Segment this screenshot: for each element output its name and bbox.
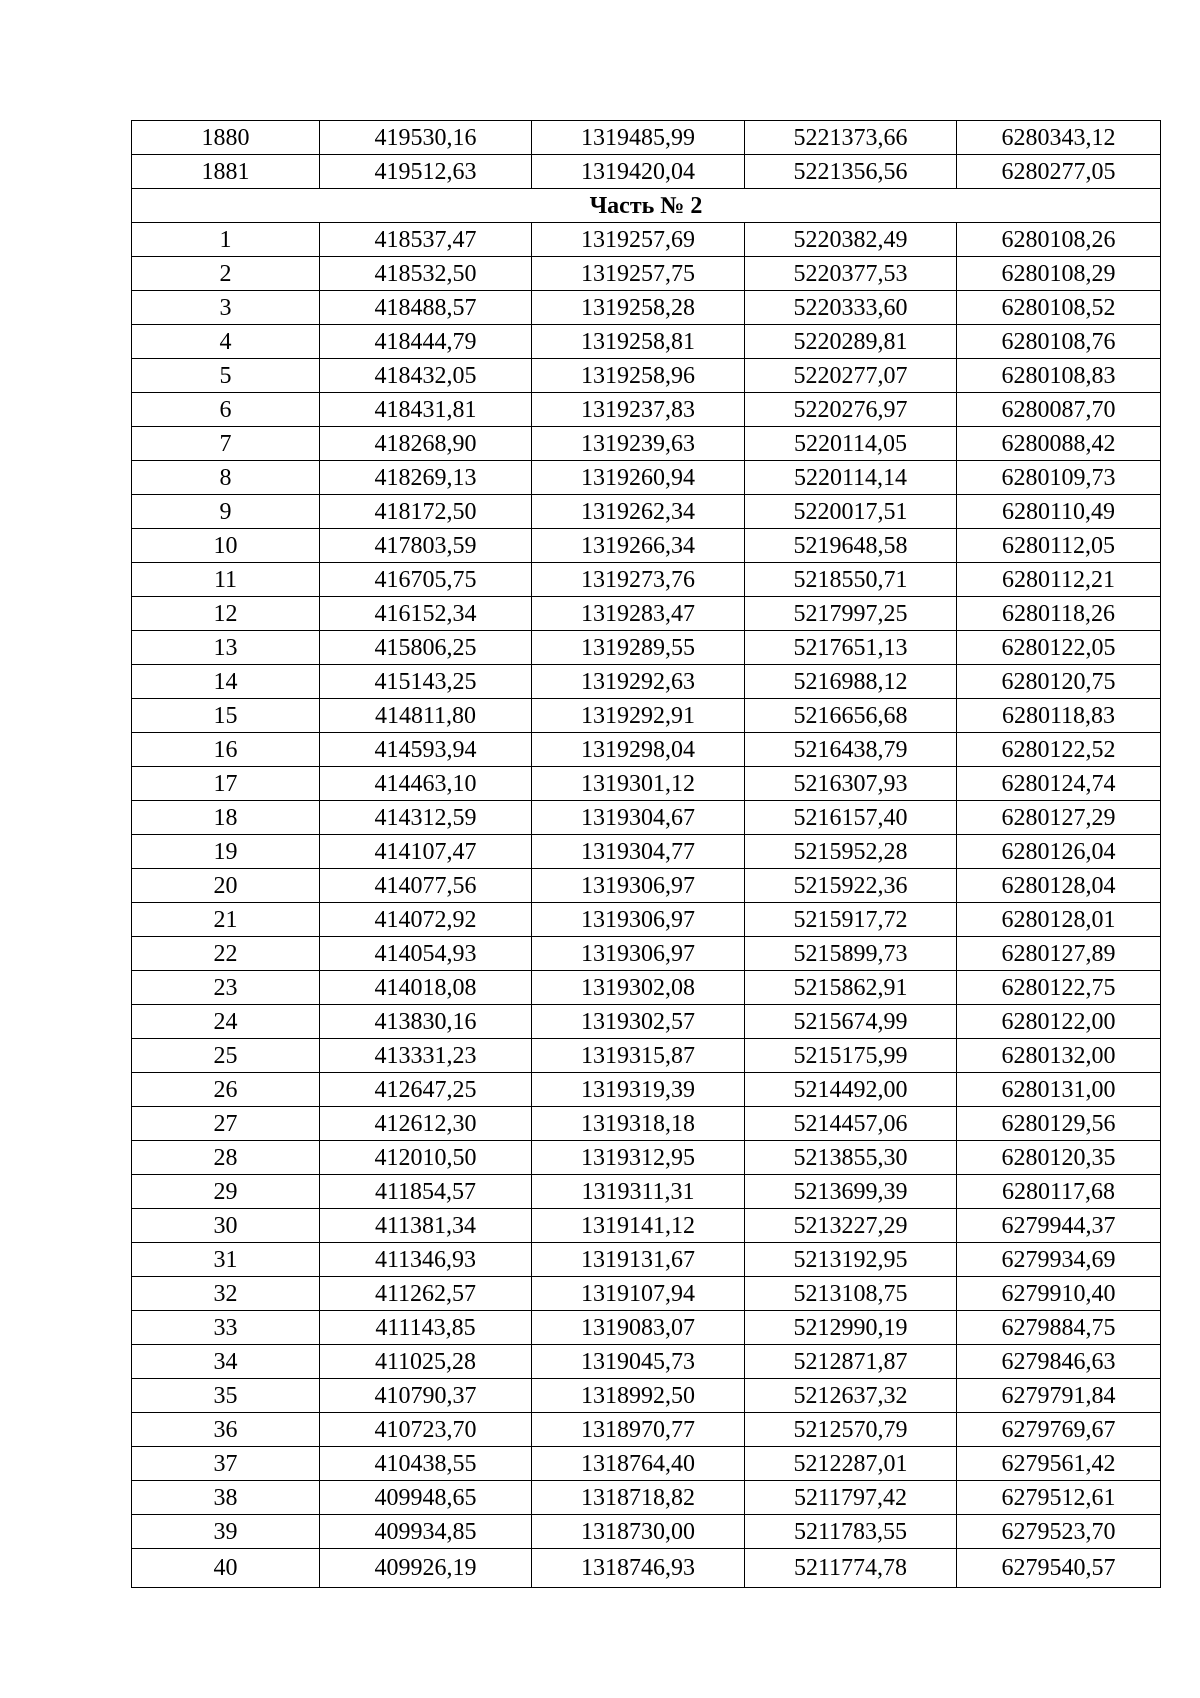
coordinate-y2-cell: 6279846,63: [957, 1345, 1161, 1379]
coordinate-x-cell: 413830,16: [320, 1005, 532, 1039]
table-row: [132, 257, 1161, 291]
coordinate-y2-cell: 6280127,89: [957, 937, 1161, 971]
coordinate-y-cell: 1319266,34: [532, 529, 745, 563]
coordinate-y-cell: 1319311,31: [532, 1175, 745, 1209]
coordinate-x-cell: 414593,94: [320, 733, 532, 767]
coordinate-y2-cell: 6280088,42: [957, 427, 1161, 461]
coordinate-y2-cell: 6280108,26: [957, 223, 1161, 257]
coordinate-x-cell: 411143,85: [320, 1311, 532, 1345]
coordinate-y-cell: 1319257,69: [532, 223, 745, 257]
coordinate-x2-cell: 5211783,55: [745, 1515, 957, 1549]
coordinate-y2-cell: 6280122,75: [957, 971, 1161, 1005]
coordinate-y-cell: 1318970,77: [532, 1413, 745, 1447]
coordinate-x2-cell: 5221373,66: [745, 121, 957, 155]
coordinate-x2-cell: 5220277,07: [745, 359, 957, 393]
table-row: [132, 903, 1161, 937]
coordinate-y2-cell: 6279769,67: [957, 1413, 1161, 1447]
point-number-cell: 32: [132, 1277, 320, 1311]
coordinates-table: [131, 120, 1161, 1588]
coordinate-y2-cell: 6280131,00: [957, 1073, 1161, 1107]
point-number-cell: 29: [132, 1175, 320, 1209]
coordinate-x2-cell: 5214492,00: [745, 1073, 957, 1107]
point-number-cell: 1880: [132, 121, 320, 155]
point-number-cell: 34: [132, 1345, 320, 1379]
table-row: [132, 1141, 1161, 1175]
table-row: [132, 461, 1161, 495]
coordinate-y-cell: 1319258,81: [532, 325, 745, 359]
point-number-cell: 16: [132, 733, 320, 767]
point-number-cell: 6: [132, 393, 320, 427]
table-row: [132, 1209, 1161, 1243]
coordinate-y-cell: 1318730,00: [532, 1515, 745, 1549]
section-title: Часть № 2: [132, 189, 1161, 223]
coordinate-x2-cell: 5211774,78: [745, 1549, 957, 1588]
coordinate-x-cell: 411025,28: [320, 1345, 532, 1379]
coordinate-y-cell: 1319485,99: [532, 121, 745, 155]
point-number-cell: 19: [132, 835, 320, 869]
coordinate-x-cell: 418488,57: [320, 291, 532, 325]
coordinate-y-cell: 1319237,83: [532, 393, 745, 427]
table-row: [132, 937, 1161, 971]
table-row: [132, 1413, 1161, 1447]
coordinate-y-cell: 1319283,47: [532, 597, 745, 631]
point-number-cell: 15: [132, 699, 320, 733]
coordinate-x2-cell: 5212871,87: [745, 1345, 957, 1379]
coordinate-y-cell: 1319312,95: [532, 1141, 745, 1175]
point-number-cell: 2: [132, 257, 320, 291]
table-row: [132, 733, 1161, 767]
coordinate-x-cell: 409934,85: [320, 1515, 532, 1549]
coordinate-x-cell: 410438,55: [320, 1447, 532, 1481]
coordinate-x-cell: 418537,47: [320, 223, 532, 257]
coordinate-x2-cell: 5212570,79: [745, 1413, 957, 1447]
coordinate-x-cell: 415143,25: [320, 665, 532, 699]
coordinate-y-cell: 1319306,97: [532, 903, 745, 937]
coordinate-x2-cell: 5213108,75: [745, 1277, 957, 1311]
coordinate-x2-cell: 5216307,93: [745, 767, 957, 801]
coordinate-y2-cell: 6280132,00: [957, 1039, 1161, 1073]
coordinate-y-cell: 1319131,67: [532, 1243, 745, 1277]
coordinate-y2-cell: 6280128,04: [957, 869, 1161, 903]
table-row: [132, 869, 1161, 903]
coordinate-y-cell: 1319273,76: [532, 563, 745, 597]
coordinate-y-cell: 1319107,94: [532, 1277, 745, 1311]
coordinate-x2-cell: 5220377,53: [745, 257, 957, 291]
table-row: [132, 1005, 1161, 1039]
point-number-cell: 31: [132, 1243, 320, 1277]
coordinate-y2-cell: 6280108,29: [957, 257, 1161, 291]
coordinate-y2-cell: 6280128,01: [957, 903, 1161, 937]
point-number-cell: 7: [132, 427, 320, 461]
point-number-cell: 1881: [132, 155, 320, 189]
coordinate-x2-cell: 5217651,13: [745, 631, 957, 665]
coordinate-y2-cell: 6280277,05: [957, 155, 1161, 189]
coordinate-y-cell: 1319306,97: [532, 869, 745, 903]
coordinate-x-cell: 414018,08: [320, 971, 532, 1005]
point-number-cell: 23: [132, 971, 320, 1005]
table-row: [132, 121, 1161, 155]
coordinate-y2-cell: 6280108,83: [957, 359, 1161, 393]
coordinate-x2-cell: 5220276,97: [745, 393, 957, 427]
coordinate-y2-cell: 6279884,75: [957, 1311, 1161, 1345]
table-row: [132, 1447, 1161, 1481]
coordinate-x-cell: 416705,75: [320, 563, 532, 597]
coordinate-x-cell: 414811,80: [320, 699, 532, 733]
point-number-cell: 40: [132, 1549, 320, 1588]
table-row: [132, 529, 1161, 563]
coordinate-y-cell: 1319292,91: [532, 699, 745, 733]
coordinate-y2-cell: 6280118,26: [957, 597, 1161, 631]
coordinate-y-cell: 1318746,93: [532, 1549, 745, 1588]
table-row: [132, 1481, 1161, 1515]
coordinate-y-cell: 1319319,39: [532, 1073, 745, 1107]
table-row: [132, 1311, 1161, 1345]
coordinate-x-cell: 409948,65: [320, 1481, 532, 1515]
coordinate-y2-cell: 6279523,70: [957, 1515, 1161, 1549]
coordinate-y2-cell: 6279944,37: [957, 1209, 1161, 1243]
coordinate-y2-cell: 6279561,42: [957, 1447, 1161, 1481]
coordinate-x-cell: 419512,63: [320, 155, 532, 189]
table-row: [132, 1107, 1161, 1141]
coordinate-y-cell: 1319258,28: [532, 291, 745, 325]
coordinate-y-cell: 1318764,40: [532, 1447, 745, 1481]
coordinate-x2-cell: 5220382,49: [745, 223, 957, 257]
coordinate-y2-cell: 6280117,68: [957, 1175, 1161, 1209]
point-number-cell: 12: [132, 597, 320, 631]
coordinate-y2-cell: 6280118,83: [957, 699, 1161, 733]
coordinate-x-cell: 418444,79: [320, 325, 532, 359]
coordinate-x-cell: 418432,05: [320, 359, 532, 393]
coordinate-y-cell: 1319141,12: [532, 1209, 745, 1243]
table-row: [132, 971, 1161, 1005]
coordinate-y-cell: 1319304,67: [532, 801, 745, 835]
coordinate-y2-cell: 6280122,52: [957, 733, 1161, 767]
table-row: [132, 767, 1161, 801]
point-number-cell: 37: [132, 1447, 320, 1481]
point-number-cell: 5: [132, 359, 320, 393]
point-number-cell: 17: [132, 767, 320, 801]
coordinate-y2-cell: 6280120,75: [957, 665, 1161, 699]
coordinate-x-cell: 409926,19: [320, 1549, 532, 1588]
coordinate-y2-cell: 6280112,21: [957, 563, 1161, 597]
coordinate-x-cell: 411262,57: [320, 1277, 532, 1311]
table-row: [132, 1515, 1161, 1549]
coordinate-x-cell: 410790,37: [320, 1379, 532, 1413]
point-number-cell: 20: [132, 869, 320, 903]
table-row: [132, 393, 1161, 427]
coordinate-y2-cell: 6280112,05: [957, 529, 1161, 563]
coordinate-y-cell: 1319260,94: [532, 461, 745, 495]
coordinate-y2-cell: 6279934,69: [957, 1243, 1161, 1277]
point-number-cell: 39: [132, 1515, 320, 1549]
point-number-cell: 10: [132, 529, 320, 563]
table-row: [132, 1549, 1161, 1588]
table-row: [132, 325, 1161, 359]
point-number-cell: 30: [132, 1209, 320, 1243]
coordinate-x2-cell: 5211797,42: [745, 1481, 957, 1515]
coordinate-x-cell: 414107,47: [320, 835, 532, 869]
table-row: [132, 223, 1161, 257]
coordinate-x-cell: 410723,70: [320, 1413, 532, 1447]
coordinate-x2-cell: 5215917,72: [745, 903, 957, 937]
coordinate-x2-cell: 5216438,79: [745, 733, 957, 767]
point-number-cell: 1: [132, 223, 320, 257]
coordinate-y2-cell: 6280120,35: [957, 1141, 1161, 1175]
coordinate-x-cell: 418431,81: [320, 393, 532, 427]
coordinate-y2-cell: 6280108,76: [957, 325, 1161, 359]
coordinate-x2-cell: 5213192,95: [745, 1243, 957, 1277]
coordinate-y-cell: 1319257,75: [532, 257, 745, 291]
coordinate-y-cell: 1318718,82: [532, 1481, 745, 1515]
coordinate-x2-cell: 5220017,51: [745, 495, 957, 529]
point-number-cell: 26: [132, 1073, 320, 1107]
coordinate-x2-cell: 5215175,99: [745, 1039, 957, 1073]
coordinate-x-cell: 418269,13: [320, 461, 532, 495]
point-number-cell: 36: [132, 1413, 320, 1447]
coordinate-y-cell: 1319315,87: [532, 1039, 745, 1073]
coordinate-y2-cell: 6279910,40: [957, 1277, 1161, 1311]
coordinate-y2-cell: 6280127,29: [957, 801, 1161, 835]
coordinate-x2-cell: 5215674,99: [745, 1005, 957, 1039]
point-number-cell: 28: [132, 1141, 320, 1175]
coordinate-x2-cell: 5213855,30: [745, 1141, 957, 1175]
coordinate-x2-cell: 5218550,71: [745, 563, 957, 597]
table-row: [132, 699, 1161, 733]
coordinate-x-cell: 414312,59: [320, 801, 532, 835]
table-row: [132, 665, 1161, 699]
coordinate-y-cell: 1319420,04: [532, 155, 745, 189]
table-row: [132, 631, 1161, 665]
coordinate-x2-cell: 5213227,29: [745, 1209, 957, 1243]
table-row: [132, 1039, 1161, 1073]
coordinate-x-cell: 412612,30: [320, 1107, 532, 1141]
point-number-cell: 18: [132, 801, 320, 835]
table-row: [132, 563, 1161, 597]
coordinate-x2-cell: 5212287,01: [745, 1447, 957, 1481]
point-number-cell: 33: [132, 1311, 320, 1345]
table-row: [132, 1345, 1161, 1379]
coordinate-y2-cell: 6280087,70: [957, 393, 1161, 427]
coordinate-x2-cell: 5212990,19: [745, 1311, 957, 1345]
table-row: [132, 1379, 1161, 1413]
coordinate-x-cell: 414077,56: [320, 869, 532, 903]
point-number-cell: 4: [132, 325, 320, 359]
coordinate-y-cell: 1319239,63: [532, 427, 745, 461]
section-row: [132, 189, 1161, 223]
coordinate-y-cell: 1319083,07: [532, 1311, 745, 1345]
coordinate-x-cell: 414054,93: [320, 937, 532, 971]
coordinate-y-cell: 1319289,55: [532, 631, 745, 665]
point-number-cell: 9: [132, 495, 320, 529]
point-number-cell: 24: [132, 1005, 320, 1039]
table-row: [132, 291, 1161, 325]
coordinate-y-cell: 1319258,96: [532, 359, 745, 393]
coordinate-x-cell: 413331,23: [320, 1039, 532, 1073]
coordinate-y-cell: 1319298,04: [532, 733, 745, 767]
coordinate-x2-cell: 5215899,73: [745, 937, 957, 971]
coordinate-y-cell: 1319318,18: [532, 1107, 745, 1141]
coordinate-y-cell: 1319262,34: [532, 495, 745, 529]
coordinate-x-cell: 411381,34: [320, 1209, 532, 1243]
coordinate-x-cell: 418268,90: [320, 427, 532, 461]
coordinate-y2-cell: 6280109,73: [957, 461, 1161, 495]
coordinate-y2-cell: 6279791,84: [957, 1379, 1161, 1413]
coordinate-x2-cell: 5215952,28: [745, 835, 957, 869]
point-number-cell: 21: [132, 903, 320, 937]
coordinate-x-cell: 414072,92: [320, 903, 532, 937]
table-row: [132, 155, 1161, 189]
coordinate-x2-cell: 5220114,05: [745, 427, 957, 461]
coordinate-x-cell: 411854,57: [320, 1175, 532, 1209]
table-row: [132, 427, 1161, 461]
table-row: [132, 1243, 1161, 1277]
coordinate-y2-cell: 6279540,57: [957, 1549, 1161, 1588]
coordinate-x-cell: 418532,50: [320, 257, 532, 291]
coordinate-y2-cell: 6280110,49: [957, 495, 1161, 529]
coordinates-table-body: [132, 121, 1161, 1588]
coordinate-x-cell: 419530,16: [320, 121, 532, 155]
point-number-cell: 22: [132, 937, 320, 971]
coordinate-x-cell: 418172,50: [320, 495, 532, 529]
coordinate-y2-cell: 6280122,05: [957, 631, 1161, 665]
coordinate-x2-cell: 5216157,40: [745, 801, 957, 835]
point-number-cell: 8: [132, 461, 320, 495]
coordinate-y2-cell: 6280124,74: [957, 767, 1161, 801]
table-row: [132, 801, 1161, 835]
coordinate-y-cell: 1319304,77: [532, 835, 745, 869]
coordinate-y-cell: 1319302,57: [532, 1005, 745, 1039]
coordinate-x-cell: 414463,10: [320, 767, 532, 801]
coordinate-y2-cell: 6280108,52: [957, 291, 1161, 325]
coordinate-y2-cell: 6280343,12: [957, 121, 1161, 155]
coordinate-y2-cell: 6280129,56: [957, 1107, 1161, 1141]
point-number-cell: 35: [132, 1379, 320, 1413]
coordinate-x-cell: 412010,50: [320, 1141, 532, 1175]
coordinate-x-cell: 411346,93: [320, 1243, 532, 1277]
point-number-cell: 11: [132, 563, 320, 597]
coordinate-y-cell: 1319292,63: [532, 665, 745, 699]
coordinate-x-cell: 412647,25: [320, 1073, 532, 1107]
coordinate-x2-cell: 5219648,58: [745, 529, 957, 563]
table-row: [132, 1175, 1161, 1209]
coordinate-x2-cell: 5220333,60: [745, 291, 957, 325]
coordinate-x2-cell: 5215862,91: [745, 971, 957, 1005]
coordinate-x2-cell: 5213699,39: [745, 1175, 957, 1209]
coordinate-x-cell: 416152,34: [320, 597, 532, 631]
coordinate-y2-cell: 6279512,61: [957, 1481, 1161, 1515]
coordinate-y-cell: 1319302,08: [532, 971, 745, 1005]
coordinate-x-cell: 415806,25: [320, 631, 532, 665]
coordinate-x2-cell: 5220114,14: [745, 461, 957, 495]
point-number-cell: 13: [132, 631, 320, 665]
table-row: [132, 495, 1161, 529]
point-number-cell: 3: [132, 291, 320, 325]
coordinate-x2-cell: 5220289,81: [745, 325, 957, 359]
coordinate-x2-cell: 5221356,56: [745, 155, 957, 189]
coordinate-y-cell: 1319045,73: [532, 1345, 745, 1379]
coordinate-y-cell: 1319306,97: [532, 937, 745, 971]
coordinate-x2-cell: 5217997,25: [745, 597, 957, 631]
table-row: [132, 835, 1161, 869]
coordinate-x2-cell: 5216988,12: [745, 665, 957, 699]
coordinate-x-cell: 417803,59: [320, 529, 532, 563]
coordinate-x2-cell: 5215922,36: [745, 869, 957, 903]
point-number-cell: 14: [132, 665, 320, 699]
table-row: [132, 359, 1161, 393]
coordinate-x2-cell: 5216656,68: [745, 699, 957, 733]
table-row: [132, 597, 1161, 631]
coordinate-y2-cell: 6280126,04: [957, 835, 1161, 869]
coordinate-x2-cell: 5214457,06: [745, 1107, 957, 1141]
point-number-cell: 27: [132, 1107, 320, 1141]
point-number-cell: 38: [132, 1481, 320, 1515]
coordinate-y-cell: 1319301,12: [532, 767, 745, 801]
table-row: [132, 1073, 1161, 1107]
coordinate-y2-cell: 6280122,00: [957, 1005, 1161, 1039]
table-row: [132, 1277, 1161, 1311]
coordinate-x2-cell: 5212637,32: [745, 1379, 957, 1413]
point-number-cell: 25: [132, 1039, 320, 1073]
coordinate-y-cell: 1318992,50: [532, 1379, 745, 1413]
